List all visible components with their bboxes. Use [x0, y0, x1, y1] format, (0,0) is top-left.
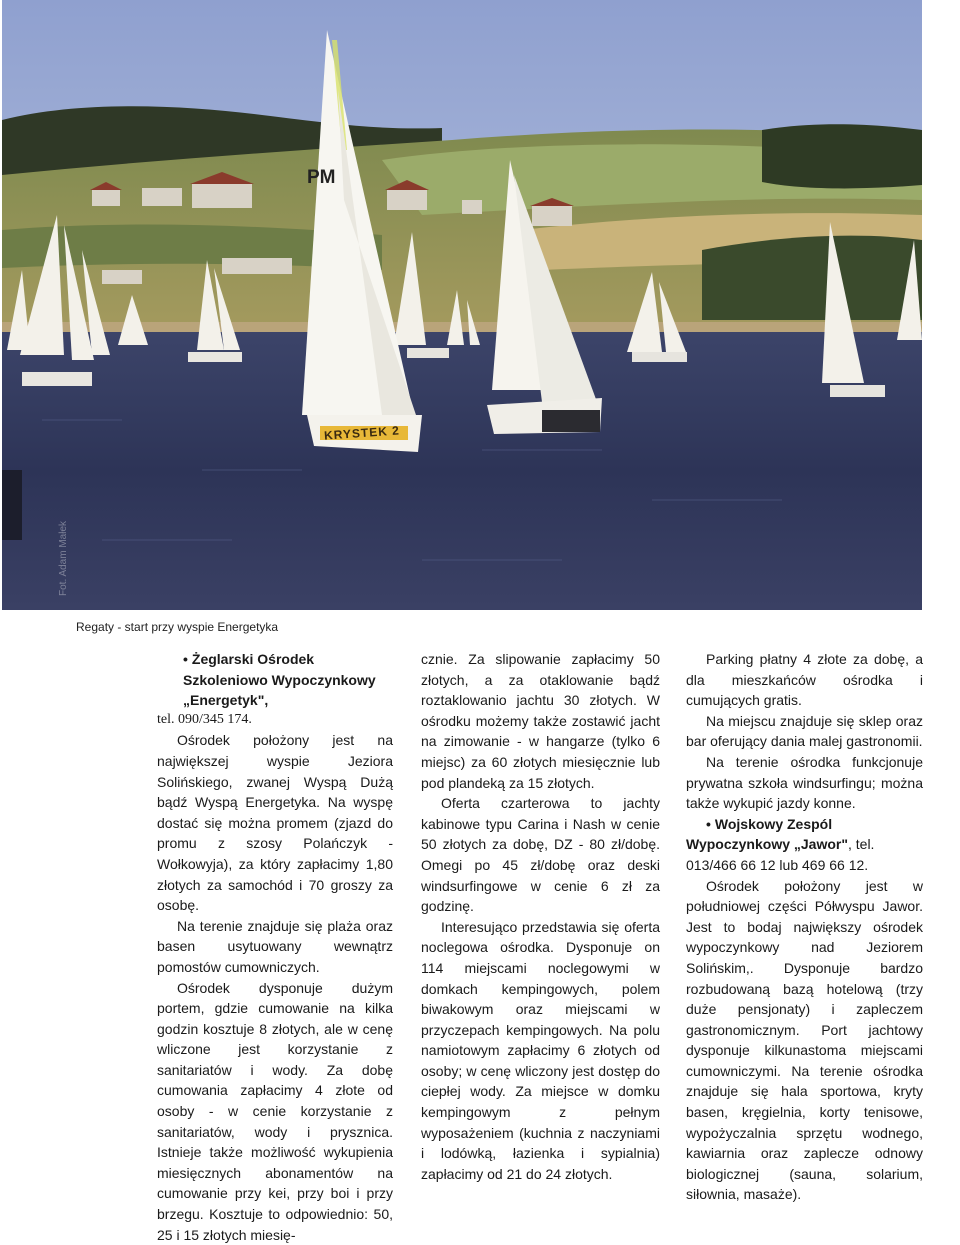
regatta-photo-illustration	[2, 0, 922, 610]
entry-phone: , tel. 013/466 66 12 lub 469 66 12.	[686, 836, 874, 873]
photo-caption: Regaty - start przy wyspie Energetyka	[76, 620, 278, 634]
entry-title: Wojskowy Zespól Wypoczynkowy „Jawor"	[686, 816, 848, 853]
paragraph: Na terenie ośrodka funkcjonuje prywatna szkoła windsurfingu; można także wykupić jazdy konne.	[686, 752, 923, 814]
paragraph: Ośrodek położony jest na największej wyspie Jeziora Solińskiego, zwanej Wyspą Dużą bądź Wyspą Energetyka. Na wyspę dostać się można promem (zjazd do promu z szosy Polańczyk - Wołkowyja), za który zapłacimy 1,80 złotych za samochód i 70 groszy za osobę.	[157, 730, 393, 915]
text-column-3	[686, 649, 923, 1205]
paragraph: Na miejscu znajduje się sklep oraz bar oferujący dania malej gastronomii.	[686, 711, 923, 752]
text-column-2	[421, 649, 660, 1184]
paragraph: Interesująco przedstawia się oferta noclegowa ośrodka. Dysponuje on 114 miejscami noclegowymi w domkach kempingowych, polem biwakowym oraz miejscami w przyczepach kempingowych. Na polu namiotowym zapłacimy 6 złotych od osoby; w cenę wliczony jest dostęp do ciepłej wody. Za miejsce w domku kempingowym z pełnym wyposażeniem (kuchnia z naczyniami i lodówką, łazienka i sypialnia) zapłacimy od 21 do 24 złotych.	[421, 917, 660, 1185]
paragraph: Oferta czarterowa to jachty kabinowe typu Carina i Nash w cenie 50 złotych za dobę, DZ - 80 zł/dobę. Omegi po 45 zł/dobę oraz deski windsurfingowe w cenie 6 zł za godzinę.	[421, 793, 660, 917]
paragraph: Ośrodek dysponuje dużym portem, gdzie cumowanie na kilka godzin kosztuje 8 złotych, ale w cenę wliczone jest korzystanie z sanitariatów i wody. Za dobę cumowania zapłacimy 4 złote od osoby - w cenie korzystanie z sanitariatów, wody i prysznica. Istnieje także możliwość wykupienia miesięcznych abonamentów na cumowanie przy kei, przy boi i przy brzegu. Kosztuje to odpowiednio: 50, 25 i 15 złotych miesię-	[157, 978, 393, 1245]
text-column-1	[157, 649, 393, 1245]
photo-credit: Fot. Adam Małek	[58, 521, 69, 596]
entry-heading-jawor: • Wojskowy Zespól Wypoczynkowy „Jawor", tel. 013/466 66 12 lub 469 66 12.	[686, 814, 923, 876]
sail-number-text: PM	[307, 167, 336, 189]
regatta-photo	[2, 0, 922, 610]
entry-heading-energetyk: • Żeglarski Ośrodek Szkoleniowo Wypoczynkowy „Energetyk",	[183, 649, 393, 711]
paragraph: Na terenie znajduje się plaża oraz basen usytuowany wewnątrz pomostów cumowniczych.	[157, 916, 393, 978]
paragraph: Ośrodek położony jest w południowej części Półwyspu Jawor. Jest to bodaj największy ośrodek wypoczynkowy nad Jeziorem Solińskim,. Dysponuje bardzo rozbudowaną bazą hotelową (trzy duże pensjonaty) i zapleczem gastronomicznym. Port jachtowy dysponuje kilkunastoma miejscami cumowniczymi. Na terenie ośrodka znajduje się hala sportowa, kryty basen, kręgielnia, korty tenisowe, wypożyczalnia sprzętu wodnego, kawiarnia oraz zaplecze odnowy biologicznej (sauna, solarium, siłownia, masaże).	[686, 876, 923, 1206]
paragraph: Parking płatny 4 złote za dobę, a dla mieszkańców ośrodka i cumujących gratis.	[686, 649, 923, 711]
entry-phone: tel. 090/345 174.	[157, 710, 393, 731]
paragraph: cznie. Za slipowanie zapłacimy 50 złotych, a za otaklowanie bądź roztaklowanio jachtu 30 złotych. W ośrodku możemy także zostawić jacht na zimowanie - w hangarze (tylko 6 miejsc) za 60 złotych miesięcznie lub pod plandeką za 15 złotych.	[421, 649, 660, 793]
boat-name-text: KRYSTEK 2	[324, 423, 401, 442]
entry-title: Żeglarski Ośrodek Szkoleniowo Wypoczynkowy „Energetyk",	[183, 651, 376, 708]
